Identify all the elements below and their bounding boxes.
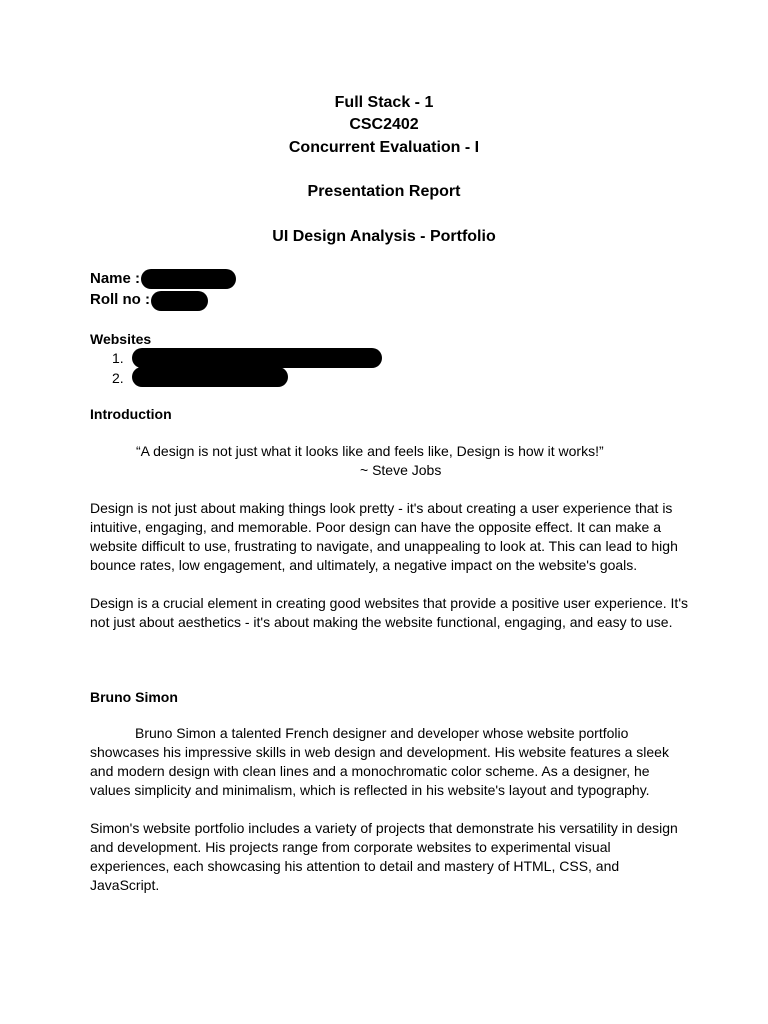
roll-redaction — [151, 291, 208, 311]
website-item-1-number: 1. — [112, 350, 124, 366]
course-code: CSC2402 — [349, 116, 419, 133]
introduction-heading: Introduction — [90, 406, 172, 422]
name-label: Name : — [90, 270, 141, 287]
quote-text: “A design is not just what it looks like and feels like, Design is how it works!” — [136, 443, 604, 459]
website-item-1-redaction — [132, 348, 382, 368]
website-item-2-redaction — [132, 367, 288, 387]
report-type: Presentation Report — [307, 183, 461, 200]
website-item-2-number: 2. — [112, 370, 124, 386]
websites-heading: Websites — [90, 331, 152, 347]
course-title: Full Stack - 1 — [334, 94, 434, 111]
report-topic: UI Design Analysis - Portfolio — [272, 228, 496, 245]
bruno-simon-heading: Bruno Simon — [90, 689, 178, 705]
name-redaction — [141, 269, 236, 289]
roll-label: Roll no : — [90, 291, 150, 308]
bruno-paragraph-1: Bruno Simon a talented French designer and developer whose website portfolio showcases his impressive skills in web design and development. His website features a sleek and modern design with clean lines and a monochromatic color scheme. As a designer, he values simplicity and minimalism, which is reflected in his website's layout and typography. — [90, 725, 669, 798]
bruno-paragraph-2: Simon's website portfolio includes a variety of projects that demonstrate his versatility in design and development. His projects range from corporate websites to experimental visual experiences, each showcasing his attention to detail and mastery of HTML, CSS, and JavaScript. — [90, 820, 678, 893]
intro-paragraph-2: Design is a crucial element in creating good websites that provide a positive user experience. It's not just about aesthetics - it's about making the website functional, engaging, and easy to use. — [90, 595, 688, 630]
evaluation-title: Concurrent Evaluation - I — [288, 139, 480, 156]
quote-attribution: ~ Steve Jobs — [360, 462, 442, 478]
intro-paragraph-1: Design is not just about making things look pretty - it's about creating a user experience that is intuitive, engaging, and memorable. Poor design can have the opposite effect. It can make a website difficult to use, frustrating to navigate, and unappealing to look at. This can lead to high bounce rates, low engagement, and ultimately, a negative impact on the website's goals. — [90, 500, 678, 573]
